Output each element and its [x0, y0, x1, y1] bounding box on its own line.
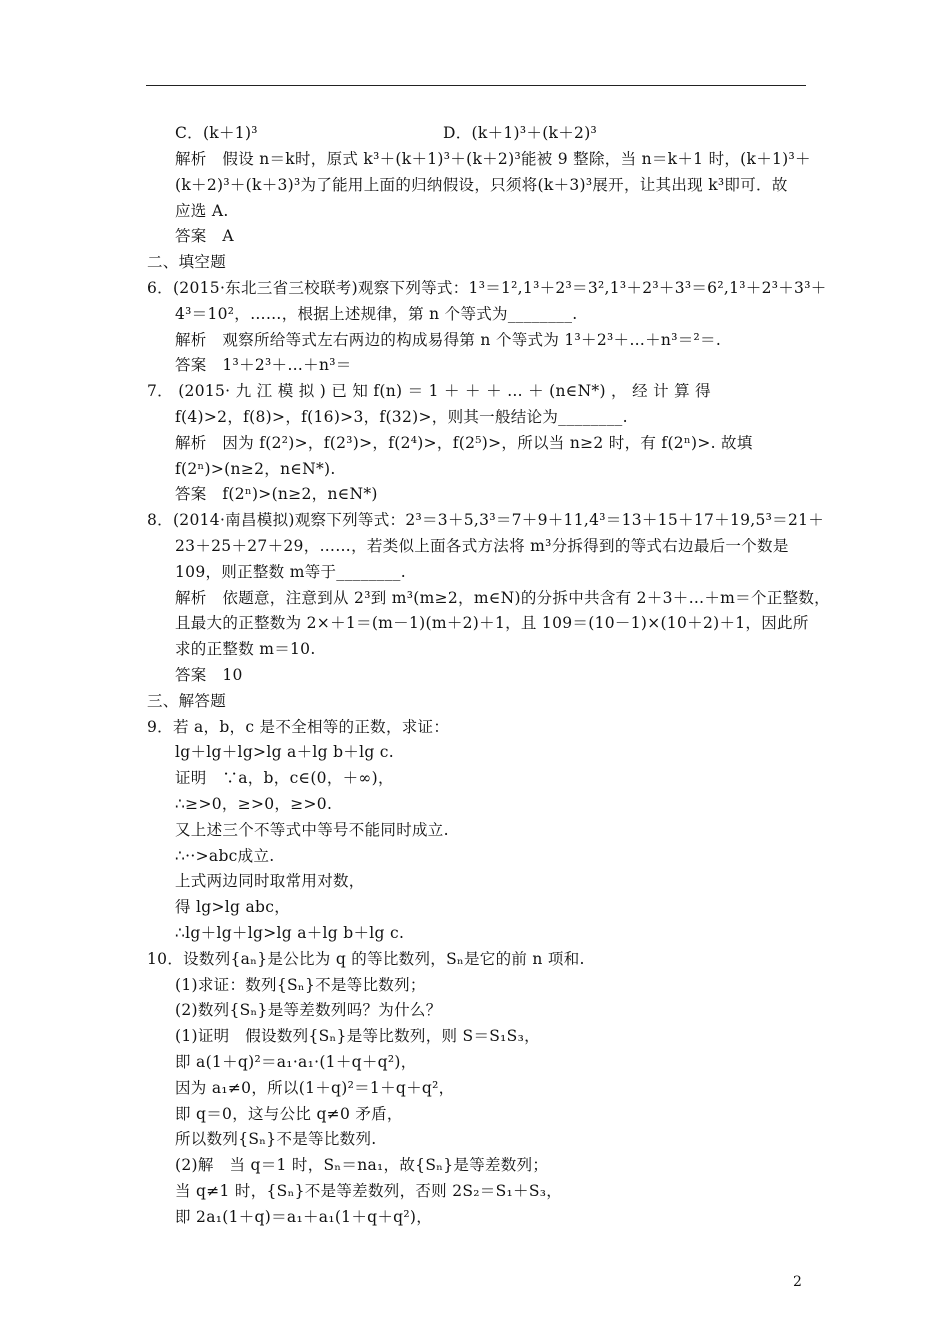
- text-line: 9．若 a，b，c 是不全相等的正数，求证：: [147, 718, 450, 736]
- text-line: 答案 f(2ⁿ)>(n≥2，n∈N*): [175, 485, 378, 503]
- text-line: 6．(2015·东北三省三校联考)观察下列等式：1³＝1²,1³＋2³＝3²,1³＋2³＋3³＝6²,1³＋2³＋3³＋: [147, 279, 827, 297]
- text-line: 解析 假设 n＝k时，原式 k³＋(k＋1)³＋(k＋2)³能被 9 整除，当 n＝k＋1 时，(k＋1)³＋: [175, 150, 811, 168]
- text-line: 答案 A: [175, 227, 234, 245]
- text-line: f(4)>2，f(8)>，f(16)>3，f(32)>，则其一般结论为________.: [175, 408, 628, 426]
- text-line: lg＋lg＋lg>lg a＋lg b＋lg c.: [175, 743, 395, 761]
- text-line: 答案 10: [175, 666, 243, 684]
- text-line: ∴··>abc成立.: [175, 847, 275, 865]
- text-line: 109，则正整数 m等于________.: [175, 563, 406, 581]
- text-line: 证明 ∵a，b，c∈(0，＋∞)，: [175, 769, 394, 787]
- text-line: 所以数列{Sₙ}不是等比数列.: [175, 1130, 377, 1148]
- text-line: (1)证明 假设数列{Sₙ}是等比数列，则 S＝S₁S₃，: [175, 1027, 540, 1045]
- text-line: 23＋25＋27＋29，……，若类似上面各式方法将 m³分拆得到的等式右边最后一个数是: [175, 537, 789, 555]
- text-line: 4³＝10²，……，根据上述规律，第 n 个等式为________.: [175, 305, 578, 323]
- text-line: 因为 a₁≠0，所以(1＋q)²＝1＋q＋q²，: [175, 1079, 455, 1097]
- text-line: ∴lg＋lg＋lg>lg a＋lg b＋lg c.: [175, 924, 405, 942]
- text-line: 答案 1³＋2³＋…＋n³＝: [175, 356, 352, 374]
- text-line: 上式两边同时取常用对数，: [175, 872, 365, 890]
- text-line: ∴≥>0，≥>0，≥>0.: [175, 795, 333, 813]
- text-line: 8．(2014·南昌模拟)观察下列等式：2³＝3＋5,3³＝7＋9＋11,4³＝13＋15＋17＋19,5³＝21＋: [147, 511, 825, 529]
- text-line: (2)解 当 q＝1 时，Sₙ＝na₁，故{Sₙ}是等差数列；: [175, 1156, 549, 1174]
- text-line: D．(k＋1)³＋(k＋2)³: [443, 124, 598, 142]
- text-line: 10．设数列{aₙ}是公比为 q 的等比数列，Sₙ是它的前 n 项和.: [147, 950, 585, 968]
- text-line: f(2ⁿ)>(n≥2，n∈N*).: [175, 460, 336, 478]
- text-line: 应选 A.: [175, 202, 229, 220]
- text-line: 又上述三个不等式中等号不能同时成立.: [175, 821, 449, 839]
- text-line: 即 q＝0，这与公比 q≠0 矛盾，: [175, 1105, 403, 1123]
- text-line: 7． (2015· 九 江 模 拟 ) 已 知 f(n) ＝ 1 ＋ ＋ ＋ … ＋ (n∈N*) ， 经 计 算 得: [147, 382, 711, 400]
- text-line: (1)求证：数列{Sₙ}不是等比数列；: [175, 976, 426, 994]
- text-line: 二、填空题: [147, 253, 227, 271]
- text-line: 得 lg>lg abc，: [175, 898, 291, 916]
- text-line: C．(k＋1)³: [175, 124, 258, 142]
- text-line: 求的正整数 m＝10.: [175, 640, 316, 658]
- text-line: 且最大的正整数为 2×＋1＝(m－1)(m＋2)＋1，且 109＝(10－1)×(10＋2)＋1，因此所: [175, 614, 809, 632]
- text-line: (k＋2)³＋(k＋3)³为了能用上面的归纳假设，只须将(k＋3)³展开，让其出现 k³即可．故: [175, 176, 788, 194]
- text-line: 即 2a₁(1＋q)＝a₁＋a₁(1＋q＋q²)，: [175, 1208, 433, 1226]
- text-line: 三、解答题: [147, 692, 227, 710]
- text-line: 当 q≠1 时，{Sₙ}不是等差数列，否则 2S₂＝S₁＋S₃，: [175, 1182, 563, 1200]
- text-line: 解析 观察所给等式左右两边的构成易得第 n 个等式为 1³＋2³＋…＋n³＝²＝.: [175, 331, 722, 349]
- text-line: 即 a(1＋q)²＝a₁·a₁·(1＋q＋q²)，: [175, 1053, 417, 1071]
- text-line: (2)数列{Sₙ}是等差数列吗？为什么？: [175, 1001, 442, 1019]
- page-number: 2: [793, 1274, 802, 1290]
- text-line: 解析 因为 f(2²)>，f(2³)>，f(2⁴)>，f(2⁵)>，所以当 n≥2 时，有 f(2ⁿ)>. 故填: [175, 434, 753, 452]
- text-line: 解析 依题意，注意到从 2³到 m³(m≥2，m∈N)的分拆中共含有 2＋3＋…＋m＝个正整数，: [175, 589, 830, 607]
